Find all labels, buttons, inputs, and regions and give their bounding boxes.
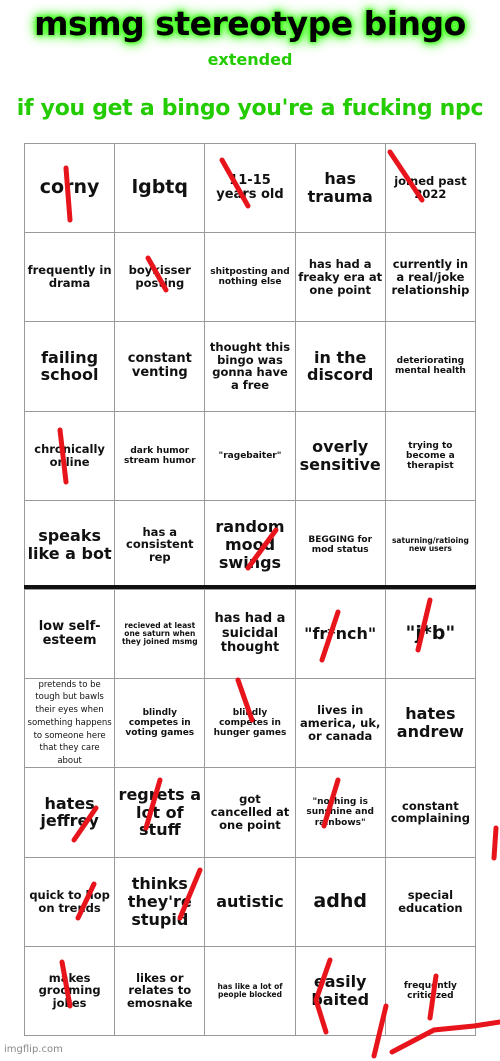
bingo-cell[interactable]: has like a lot of people blocked [205, 947, 295, 1036]
bingo-cell[interactable]: speaks like a bot [25, 501, 115, 590]
bingo-cell[interactable]: shitposting and nothing else [205, 233, 295, 322]
bingo-cell[interactable]: thinks they're stupid [115, 858, 205, 947]
marker-stroke [494, 828, 496, 858]
bingo-cell[interactable]: saturning/ratioing new users [386, 501, 476, 590]
bingo-cell[interactable]: adhd [296, 858, 386, 947]
bingo-cell[interactable]: constant venting [115, 322, 205, 411]
bingo-cell[interactable]: trying to become a therapist [386, 412, 476, 501]
bingo-cell[interactable]: "fr*nch" [296, 590, 386, 679]
bingo-cell[interactable]: special education [386, 858, 476, 947]
bingo-cell[interactable]: thought this bingo was gonna have a free [205, 322, 295, 411]
bingo-cell[interactable]: random mood swings [205, 501, 295, 590]
bingo-cell[interactable]: failing school [25, 322, 115, 411]
bingo-cell[interactable]: "nothing is sunshine and rainbows" [296, 768, 386, 857]
bingo-cell[interactable]: "j*b" [386, 590, 476, 679]
bingo-cell[interactable]: frequently in drama [25, 233, 115, 322]
bingo-cell[interactable]: has had a freaky era at one point [296, 233, 386, 322]
bingo-cell[interactable]: autistic [205, 858, 295, 947]
bingo-cell[interactable]: low self-esteem [25, 590, 115, 679]
bingo-cell[interactable]: has trauma [296, 144, 386, 233]
bingo-cell[interactable]: hates jeffrey [25, 768, 115, 857]
bingo-cell[interactable]: blindly competes in hunger games [205, 679, 295, 768]
bingo-cell[interactable]: joined past 2022 [386, 144, 476, 233]
bingo-cell[interactable]: currently in a real/joke relationship [386, 233, 476, 322]
bingo-cell[interactable]: overly sensitive [296, 412, 386, 501]
bingo-cell[interactable]: has had a suicidal thought [205, 590, 295, 679]
page-subtitle: extended [207, 50, 293, 69]
bingo-cell[interactable]: deteriorating mental health [386, 322, 476, 411]
bingo-cell[interactable]: chronically online [25, 412, 115, 501]
tagline: if you get a bingo you're a fucking npc [16, 96, 484, 121]
page-title: msmg stereotype bingo [34, 4, 466, 43]
bingo-cell[interactable]: likes or relates to emosnake [115, 947, 205, 1036]
bingo-cell[interactable]: boykisser posting [115, 233, 205, 322]
bingo-cell[interactable]: easily baited [296, 947, 386, 1036]
bingo-cell[interactable]: has a consistent rep [115, 501, 205, 590]
bingo-cell[interactable]: frequently criticized [386, 947, 476, 1036]
bingo-cell[interactable]: pretends to be tough but bawls their eyes when something happens to someone here that they care about [25, 679, 115, 768]
bingo-cell[interactable]: makes grooming jokes [25, 947, 115, 1036]
grid-divider [24, 585, 476, 589]
bingo-cell[interactable]: corny [25, 144, 115, 233]
bingo-cell[interactable]: BEGGING for mod status [296, 501, 386, 590]
bingo-cell[interactable]: lives in america, uk, or canada [296, 679, 386, 768]
bingo-cell[interactable]: blindly competes in voting games [115, 679, 205, 768]
bingo-cell[interactable]: recieved at least one saturn when they joined msmg [115, 590, 205, 679]
bingo-cell[interactable]: hates andrew [386, 679, 476, 768]
bingo-cell[interactable]: "ragebaiter" [205, 412, 295, 501]
bingo-cell[interactable]: 11-15 years old [205, 144, 295, 233]
bingo-cell[interactable]: regrets a lot of stuff [115, 768, 205, 857]
bingo-cell[interactable]: dark humor stream humor [115, 412, 205, 501]
bingo-cell[interactable]: got cancelled at one point [205, 768, 295, 857]
bingo-grid [24, 143, 476, 1036]
bingo-cell[interactable]: in the discord [296, 322, 386, 411]
bingo-cell[interactable]: quick to hop on trends [25, 858, 115, 947]
watermark: imgflip.com [4, 1044, 63, 1055]
bingo-cell[interactable]: constant complaining [386, 768, 476, 857]
bingo-cell[interactable]: lgbtq [115, 144, 205, 233]
